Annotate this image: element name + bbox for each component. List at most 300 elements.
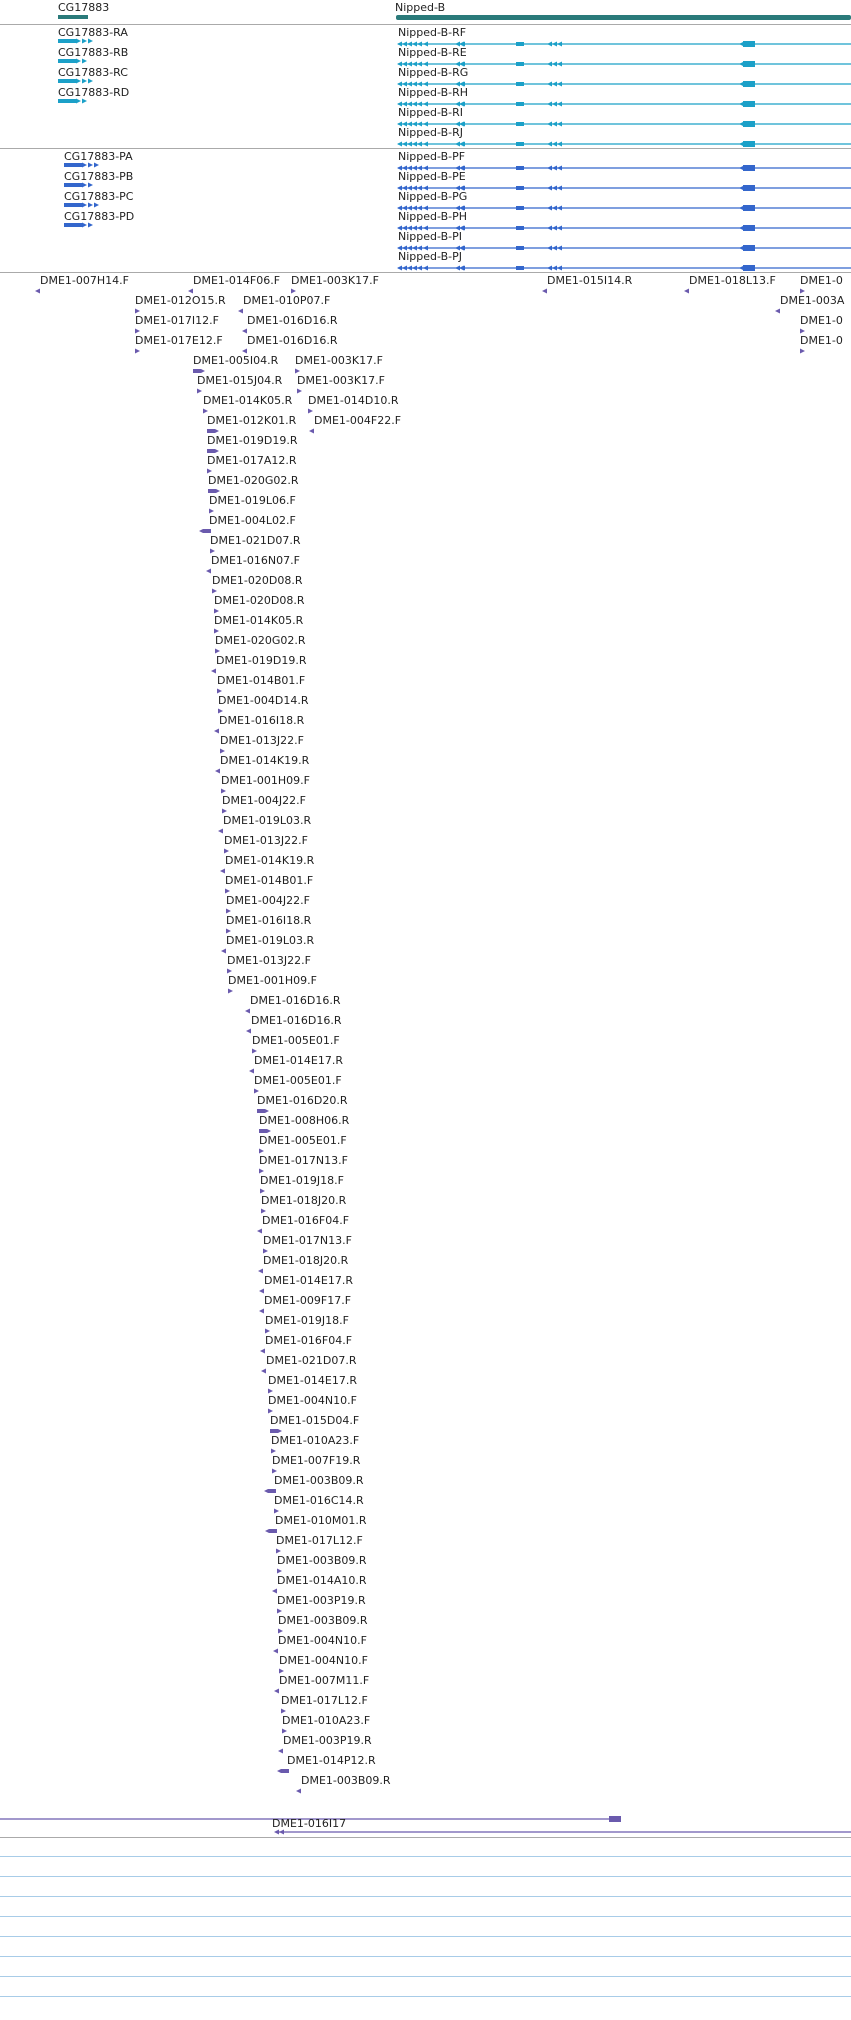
clone-read-mark[interactable]: [135, 309, 140, 314]
transcript-strand-arrow[interactable]: [557, 246, 562, 251]
transcript-exon[interactable]: [743, 225, 755, 231]
transcript-exon[interactable]: [743, 81, 755, 87]
transcript-strand-arrow[interactable]: [547, 122, 552, 127]
clone-read-mark[interactable]: [278, 1629, 283, 1634]
transcript-strand-arrow[interactable]: [557, 102, 562, 107]
bac-end-mark[interactable]: [279, 1830, 284, 1835]
bac-label: DME1-016I17: [272, 1817, 347, 1830]
clone-read-mark[interactable]: [270, 1429, 278, 1433]
clone-read-mark[interactable]: [268, 1389, 273, 1394]
clone-read-label: DME1-019J18.F: [260, 1174, 344, 1187]
transcript-strand-arrow[interactable]: [739, 82, 744, 87]
transcript-exon[interactable]: [516, 62, 524, 66]
clone-read-mark[interactable]: [254, 1089, 259, 1094]
clone-read-label: DME1-010A23.F: [271, 1434, 360, 1447]
clone-read-label: DME1-016D16.R: [250, 994, 341, 1007]
clone-read-mark[interactable]: [264, 1489, 268, 1493]
transcript-strand-arrow[interactable]: [557, 186, 562, 191]
gene-label: Nipped-B: [395, 1, 446, 14]
clone-read-mark[interactable]: [259, 1289, 264, 1294]
clone-read-mark[interactable]: [260, 1189, 265, 1194]
transcript-strand-arrow[interactable]: [557, 166, 562, 171]
clone-read-mark[interactable]: [188, 289, 193, 294]
clone-read-mark[interactable]: [259, 1129, 267, 1133]
clone-read-mark[interactable]: [282, 1729, 287, 1734]
transcript-strand-arrow[interactable]: [82, 79, 87, 84]
transcript-label: Nipped-B-RG: [398, 66, 469, 79]
transcript-strand-arrow[interactable]: [547, 102, 552, 107]
transcript-strand-arrow[interactable]: [417, 266, 422, 271]
clone-read-label: DME1-016C14.R: [274, 1494, 364, 1507]
clone-read-label: DME1-014E17.R: [268, 1374, 357, 1387]
bac-end-mark[interactable]: [609, 1816, 621, 1822]
clone-read-label: DME1-003K17.F: [291, 274, 379, 287]
transcript-label: Nipped-B-RI: [398, 106, 463, 119]
transcript-exon[interactable]: [516, 102, 524, 106]
transcript-strand-arrow[interactable]: [739, 206, 744, 211]
transcript-strand-arrow[interactable]: [739, 142, 744, 147]
clone-read-label: DME1-004N10.F: [268, 1394, 357, 1407]
transcript-exon[interactable]: [743, 205, 755, 211]
transcript-label: Nipped-B-PE: [398, 170, 466, 183]
clone-read-mark[interactable]: [208, 489, 216, 493]
clone-read-mark[interactable]: [242, 349, 247, 354]
transcript-strand-arrow[interactable]: [739, 186, 744, 191]
clone-read-label: DME1-014B01.F: [225, 874, 314, 887]
gene-feature-bar[interactable]: [396, 15, 851, 20]
transcript-strand-arrow[interactable]: [557, 226, 562, 231]
clone-read-label: DME1-016D16.R: [247, 314, 338, 327]
transcript-strand-arrow[interactable]: [547, 62, 552, 67]
clone-read-mark[interactable]: [216, 489, 220, 493]
clone-read-label: DME1-001H09.F: [221, 774, 310, 787]
clone-read-label: DME1-021D07.R: [266, 1354, 357, 1367]
clone-read-label: DME1-017L12.F: [281, 1694, 368, 1707]
transcript-strand-arrow[interactable]: [88, 183, 93, 188]
transcript-strand-arrow[interactable]: [423, 142, 428, 147]
clone-read-mark[interactable]: [800, 329, 805, 334]
clone-read-mark[interactable]: [215, 449, 219, 453]
clone-read-mark[interactable]: [252, 1049, 257, 1054]
clone-read-label: DME1-016D16.R: [247, 334, 338, 347]
clone-read-mark[interactable]: [242, 329, 247, 334]
clone-read-mark[interactable]: [261, 1369, 266, 1374]
transcript-strand-arrow[interactable]: [402, 142, 407, 147]
transcript-strand-arrow[interactable]: [82, 163, 87, 168]
clone-read-mark[interactable]: [277, 1609, 282, 1614]
transcript-strand-arrow[interactable]: [552, 186, 557, 191]
clone-read-mark[interactable]: [209, 509, 214, 514]
transcript-strand-arrow[interactable]: [557, 42, 562, 47]
transcript-strand-arrow[interactable]: [552, 246, 557, 251]
clone-read-label: DME1-018L13.F: [689, 274, 776, 287]
transcript-strand-arrow[interactable]: [557, 122, 562, 127]
clone-read-mark[interactable]: [214, 629, 219, 634]
clone-read-mark[interactable]: [276, 1549, 281, 1554]
transcript-exon[interactable]: [58, 79, 76, 83]
transcript-strand-arrow[interactable]: [557, 206, 562, 211]
clone-read-mark[interactable]: [226, 909, 231, 914]
clone-read-mark[interactable]: [246, 1029, 251, 1034]
clone-read-label: DME1-014E17.R: [264, 1274, 353, 1287]
transcript-exon[interactable]: [516, 266, 524, 270]
transcript-exon[interactable]: [64, 163, 82, 167]
clone-read-mark[interactable]: [268, 1489, 276, 1493]
transcript-strand-arrow[interactable]: [552, 62, 557, 67]
clone-read-label: DME1-009F17.F: [264, 1294, 352, 1307]
transcript-exon[interactable]: [64, 203, 82, 207]
clone-read-label: DME1-007H14.F: [40, 274, 129, 287]
clone-read-mark[interactable]: [135, 349, 140, 354]
transcript-exon[interactable]: [516, 122, 524, 126]
transcript-strand-arrow[interactable]: [739, 226, 744, 231]
transcript-strand-arrow[interactable]: [557, 62, 562, 67]
transcript-exon[interactable]: [743, 141, 755, 147]
transcript-exon[interactable]: [743, 245, 755, 251]
clone-read-label: DME1-014B01.F: [217, 674, 306, 687]
clone-read-mark[interactable]: [257, 1229, 262, 1234]
clone-read-label: DME1-003P19.R: [283, 1734, 372, 1747]
clone-read-mark[interactable]: [206, 569, 211, 574]
transcript-exon[interactable]: [58, 39, 76, 43]
clone-read-mark[interactable]: [274, 1689, 279, 1694]
transcript-strand-arrow[interactable]: [552, 102, 557, 107]
clone-read-label: DME1-014F06.F: [193, 274, 281, 287]
transcript-label: CG17883-PB: [64, 170, 134, 183]
clone-read-mark[interactable]: [297, 389, 302, 394]
clone-read-mark[interactable]: [218, 829, 223, 834]
clone-read-mark[interactable]: [279, 1669, 284, 1674]
clone-read-mark[interactable]: [217, 689, 222, 694]
transcript-strand-arrow[interactable]: [739, 102, 744, 107]
transcript-strand-arrow[interactable]: [547, 266, 552, 271]
transcript-strand-arrow[interactable]: [547, 186, 552, 191]
clone-read-label: DME1-0: [800, 334, 843, 347]
transcript-strand-arrow[interactable]: [547, 166, 552, 171]
clone-read-label: DME1-004D14.R: [218, 694, 309, 707]
clone-read-mark[interactable]: [258, 1269, 263, 1274]
clone-read-label: DME1-020D08.R: [212, 574, 303, 587]
clone-read-mark[interactable]: [228, 989, 233, 994]
transcript-exon[interactable]: [743, 61, 755, 67]
transcript-label: Nipped-B-RH: [398, 86, 469, 99]
clone-read-mark[interactable]: [259, 1149, 264, 1154]
clone-read-mark[interactable]: [199, 529, 203, 533]
clone-read-label: DME1-017I12.F: [135, 314, 219, 327]
transcript-strand-arrow[interactable]: [88, 223, 93, 228]
clone-read-label: DME1-003P19.R: [277, 1594, 366, 1607]
transcript-label: Nipped-B-PI: [398, 230, 462, 243]
transcript-strand-arrow[interactable]: [552, 142, 557, 147]
transcript-strand-arrow[interactable]: [547, 246, 552, 251]
clone-read-mark[interactable]: [272, 1469, 277, 1474]
clone-read-mark[interactable]: [215, 429, 219, 433]
clone-read-mark[interactable]: [221, 949, 226, 954]
transcript-strand-arrow[interactable]: [76, 99, 81, 104]
clone-read-label: DME1-016I18.R: [219, 714, 305, 727]
clone-read-label: DME1-017N13.F: [259, 1154, 348, 1167]
clone-read-mark[interactable]: [203, 529, 211, 533]
clone-read-mark[interactable]: [222, 809, 227, 814]
clone-read-mark[interactable]: [268, 1409, 273, 1414]
transcript-label: CG17883-PD: [64, 210, 135, 223]
transcript-strand-arrow[interactable]: [417, 142, 422, 147]
clone-read-mark[interactable]: [271, 1449, 276, 1454]
transcript-strand-arrow[interactable]: [557, 142, 562, 147]
clone-read-mark[interactable]: [775, 309, 780, 314]
clone-read-mark[interactable]: [291, 289, 296, 294]
transcript-exon[interactable]: [743, 41, 755, 47]
transcript-label: CG17883-RA: [58, 26, 128, 39]
clone-read-mark[interactable]: [238, 309, 243, 314]
transcript-strand-arrow[interactable]: [88, 163, 93, 168]
clone-read-label: DME1-021D07.R: [210, 534, 301, 547]
clone-read-label: DME1-019D19.R: [216, 654, 307, 667]
clone-read-mark[interactable]: [207, 449, 215, 453]
clone-read-mark[interactable]: [281, 1709, 286, 1714]
transcript-strand-arrow[interactable]: [739, 166, 744, 171]
clone-read-mark[interactable]: [224, 849, 229, 854]
transcript-label: Nipped-B-PG: [398, 190, 468, 203]
clone-read-mark[interactable]: [267, 1129, 271, 1133]
transcript-strand-arrow[interactable]: [94, 203, 99, 208]
clone-read-label: DME1-019L03.R: [223, 814, 312, 827]
transcript-strand-arrow[interactable]: [547, 42, 552, 47]
clone-read-mark[interactable]: [265, 1529, 269, 1533]
clone-read-label: DME1-005I04.R: [193, 354, 279, 367]
clone-read-label: DME1-001H09.F: [228, 974, 317, 987]
clone-read-label: DME1-019J18.F: [265, 1314, 349, 1327]
clone-read-label: DME1-020D08.R: [214, 594, 305, 607]
clone-read-mark[interactable]: [207, 469, 212, 474]
transcript-exon[interactable]: [516, 166, 524, 170]
clone-track: [35, 274, 845, 1794]
transcript-exon[interactable]: [743, 185, 755, 191]
clone-read-mark[interactable]: [135, 329, 140, 334]
transcript-strand-arrow[interactable]: [557, 266, 562, 271]
transcript-strand-arrow[interactable]: [552, 226, 557, 231]
transcript-exon[interactable]: [516, 206, 524, 210]
clone-read-mark[interactable]: [193, 369, 201, 373]
transcript-strand-arrow[interactable]: [547, 142, 552, 147]
transcript-exon[interactable]: [516, 186, 524, 190]
clone-read-mark[interactable]: [220, 749, 225, 754]
transcript-strand-arrow[interactable]: [547, 226, 552, 231]
transcript-exon[interactable]: [516, 42, 524, 46]
clone-read-label: DME1-017E12.F: [135, 334, 223, 347]
clone-read-label: DME1-015J04.R: [197, 374, 283, 387]
transcript-exon[interactable]: [58, 99, 76, 103]
clone-read-label: DME1-0: [800, 314, 843, 327]
clone-read-mark[interactable]: [221, 789, 226, 794]
clone-read-mark[interactable]: [295, 369, 300, 374]
clone-read-label: DME1-004J22.F: [226, 894, 310, 907]
transcript-strand-arrow[interactable]: [552, 42, 557, 47]
clone-read-mark[interactable]: [226, 929, 231, 934]
clone-read-label: DME1-003B09.R: [278, 1614, 368, 1627]
clone-read-mark[interactable]: [272, 1589, 277, 1594]
clone-read-mark[interactable]: [684, 289, 689, 294]
clone-read-label: DME1-0: [800, 274, 843, 287]
transcript-strand-arrow[interactable]: [82, 99, 87, 104]
clone-read-label: DME1-017N13.F: [263, 1234, 352, 1247]
clone-read-label: DME1-004N10.F: [278, 1634, 367, 1647]
clone-read-mark[interactable]: [263, 1249, 268, 1254]
transcript-label: Nipped-B-PF: [398, 150, 466, 163]
clone-read-mark[interactable]: [261, 1209, 266, 1214]
transcript-strand-arrow[interactable]: [82, 39, 87, 44]
clone-read-mark[interactable]: [277, 1769, 281, 1773]
clone-read-label: DME1-005E01.F: [259, 1134, 347, 1147]
transcript-exon[interactable]: [743, 165, 755, 171]
transcript-exon[interactable]: [743, 265, 755, 271]
transcript-exon[interactable]: [743, 121, 755, 127]
clone-read-mark[interactable]: [800, 349, 805, 354]
clone-read-mark[interactable]: [542, 289, 547, 294]
clone-read-mark[interactable]: [35, 289, 40, 294]
transcript-strand-arrow[interactable]: [402, 266, 407, 271]
clone-read-label: DME1-014K19.R: [225, 854, 315, 867]
clone-read-mark[interactable]: [281, 1769, 289, 1773]
bac-track: [0, 1816, 851, 1838]
clone-read-label: DME1-010M01.R: [275, 1514, 367, 1527]
transcript-strand-arrow[interactable]: [412, 266, 417, 271]
transcript-exon[interactable]: [64, 183, 82, 187]
transcript-strand-arrow[interactable]: [82, 223, 87, 228]
transcript-strand-arrow[interactable]: [557, 82, 562, 87]
clone-read-mark[interactable]: [225, 889, 230, 894]
transcript-exon[interactable]: [64, 223, 82, 227]
transcript-exon[interactable]: [516, 82, 524, 86]
clone-read-mark[interactable]: [227, 969, 232, 974]
transcript-strand-arrow[interactable]: [739, 62, 744, 67]
clone-read-mark[interactable]: [259, 1309, 264, 1314]
transcript-label: Nipped-B-RJ: [398, 126, 463, 139]
clone-read-label: DME1-018J20.R: [261, 1194, 347, 1207]
clone-read-mark[interactable]: [245, 1009, 250, 1014]
clone-read-mark[interactable]: [296, 1789, 301, 1794]
transcript-strand-arrow[interactable]: [552, 166, 557, 171]
clone-read-label: DME1-018J20.R: [263, 1254, 349, 1267]
transcript-exon[interactable]: [743, 101, 755, 107]
clone-read-mark[interactable]: [249, 1069, 254, 1074]
transcript-strand-arrow[interactable]: [552, 266, 557, 271]
transcript-strand-arrow[interactable]: [82, 203, 87, 208]
clone-read-label: DME1-003B09.R: [277, 1554, 367, 1567]
clone-read-mark[interactable]: [201, 369, 205, 373]
transcript-strand-arrow[interactable]: [552, 206, 557, 211]
transcript-strand-arrow[interactable]: [739, 42, 744, 47]
clone-read-label: DME1-012K01.R: [207, 414, 297, 427]
transcript-strand-arrow[interactable]: [76, 59, 81, 64]
clone-read-label: DME1-016F04.F: [265, 1334, 353, 1347]
transcript-strand-arrow[interactable]: [547, 206, 552, 211]
transcript-strand-arrow[interactable]: [76, 39, 81, 44]
transcript-strand-arrow[interactable]: [88, 39, 93, 44]
transcript-strand-arrow[interactable]: [397, 266, 402, 271]
transcript-strand-arrow[interactable]: [397, 142, 402, 147]
clone-read-mark[interactable]: [215, 769, 220, 774]
transcript-strand-arrow[interactable]: [76, 79, 81, 84]
clone-read-label: DME1-020G02.R: [215, 634, 306, 647]
bac-end-mark[interactable]: [274, 1830, 279, 1835]
transcript-track-pa: [64, 150, 851, 271]
clone-read-mark[interactable]: [260, 1349, 265, 1354]
clone-read-mark[interactable]: [800, 289, 805, 294]
clone-read-mark[interactable]: [211, 669, 216, 674]
transcript-strand-arrow[interactable]: [88, 203, 93, 208]
clone-read-mark[interactable]: [212, 589, 217, 594]
clone-read-mark[interactable]: [309, 429, 314, 434]
transcript-strand-arrow[interactable]: [552, 122, 557, 127]
clone-read-label: DME1-013J22.F: [220, 734, 304, 747]
transcript-strand-arrow[interactable]: [407, 142, 412, 147]
clone-read-label: DME1-015D04.F: [270, 1414, 360, 1427]
clone-read-mark[interactable]: [278, 1429, 282, 1433]
clone-read-mark[interactable]: [203, 409, 208, 414]
transcript-track-ra: [58, 26, 851, 147]
clone-read-label: DME1-020G02.R: [208, 474, 299, 487]
transcript-strand-arrow[interactable]: [407, 266, 412, 271]
clone-read-mark[interactable]: [215, 649, 220, 654]
clone-read-mark[interactable]: [197, 389, 202, 394]
transcript-label: CG17883-RB: [58, 46, 129, 59]
clone-read-mark[interactable]: [273, 1649, 278, 1654]
clone-read-mark[interactable]: [269, 1529, 277, 1533]
transcript-strand-arrow[interactable]: [412, 142, 417, 147]
transcript-exon[interactable]: [516, 226, 524, 230]
transcript-strand-arrow[interactable]: [82, 183, 87, 188]
clone-read-label: DME1-003A: [780, 294, 845, 307]
clone-read-label: DME1-014A10.R: [277, 1574, 367, 1587]
clone-read-mark[interactable]: [220, 869, 225, 874]
transcript-strand-arrow[interactable]: [94, 163, 99, 168]
clone-read-label: DME1-019L06.F: [209, 494, 296, 507]
transcript-strand-arrow[interactable]: [739, 266, 744, 271]
transcript-strand-arrow[interactable]: [423, 266, 428, 271]
clone-read-mark[interactable]: [207, 429, 215, 433]
gene-feature-bar[interactable]: [58, 15, 88, 19]
transcript-strand-arrow[interactable]: [82, 59, 87, 64]
clone-read-mark[interactable]: [259, 1169, 264, 1174]
transcript-strand-arrow[interactable]: [547, 82, 552, 87]
transcript-exon[interactable]: [516, 246, 524, 250]
clone-read-mark[interactable]: [210, 549, 215, 554]
transcript-strand-arrow[interactable]: [739, 122, 744, 127]
clone-read-label: DME1-014K19.R: [220, 754, 310, 767]
transcript-strand-arrow[interactable]: [739, 246, 744, 251]
clone-read-mark[interactable]: [218, 709, 223, 714]
clone-read-label: DME1-014K05.R: [203, 394, 293, 407]
clone-read-mark[interactable]: [265, 1109, 269, 1113]
transcript-strand-arrow[interactable]: [88, 79, 93, 84]
clone-read-label: DME1-015I14.R: [547, 274, 633, 287]
clone-read-mark[interactable]: [214, 729, 219, 734]
clone-read-mark[interactable]: [308, 409, 313, 414]
clone-read-label: DME1-014E17.R: [254, 1054, 343, 1067]
clone-read-mark[interactable]: [278, 1749, 283, 1754]
clone-read-mark[interactable]: [274, 1509, 279, 1514]
transcript-strand-arrow[interactable]: [552, 82, 557, 87]
clone-read-mark[interactable]: [277, 1569, 282, 1574]
clone-read-mark[interactable]: [214, 609, 219, 614]
clone-read-label: DME1-014K05.R: [214, 614, 304, 627]
clone-read-label: DME1-016F04.F: [262, 1214, 350, 1227]
transcript-exon[interactable]: [516, 142, 524, 146]
clone-read-mark[interactable]: [257, 1109, 265, 1113]
transcript-exon[interactable]: [58, 59, 76, 63]
clone-read-mark[interactable]: [265, 1329, 270, 1334]
